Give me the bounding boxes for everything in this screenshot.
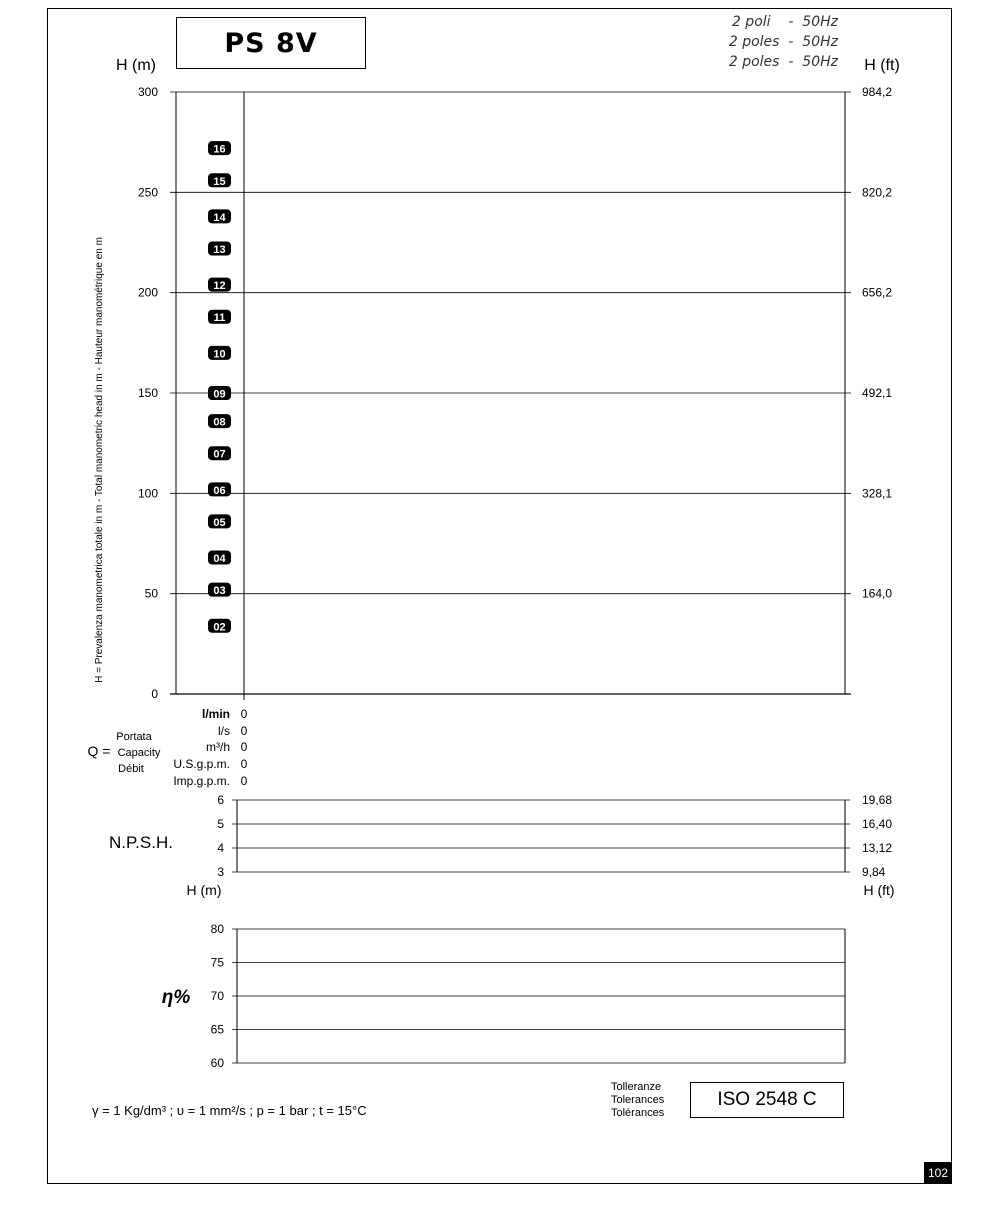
eff-y-tick: 75 [210,955,224,970]
capacity-value: 0 [240,740,248,754]
y-tick-label: 200 [137,285,158,300]
npsh-left-axis-title: H (m) [186,882,222,898]
right-tick-label: 656,2 [862,285,893,300]
right-tick-label: 164,0 [862,586,893,601]
stage-label: 15 [213,175,226,188]
efficiency-title: η% [161,987,191,1008]
stage-label: 03 [213,585,226,598]
capacity-value: 0 [240,774,248,788]
eff-y-tick: 60 [210,1056,224,1070]
y-tick-label: 100 [137,486,158,501]
capacity-group-label: Q = [87,743,111,759]
unit-label: Imp.g.p.m. [173,774,230,788]
npsh-right-tick: 16,40 [862,817,893,831]
npsh-y-tick: 5 [217,817,224,831]
stage-label: 04 [213,553,226,566]
capacity-value: 0 [240,724,248,738]
right-tick-label: 328,1 [862,486,893,501]
npsh-title: N.P.S.H. [109,833,173,852]
stage-label: 05 [213,516,226,529]
npsh-right-axis-title: H (ft) [863,882,895,898]
right-tick-label: 820,2 [862,185,893,200]
npsh-y-tick: 6 [217,793,224,807]
stage-label: 07 [213,448,226,461]
npsh-y-tick: 4 [217,841,224,855]
tolerance-label: Tolerances [611,1094,665,1106]
unit-label: U.S.g.p.m. [173,757,230,771]
eff-y-tick: 80 [210,922,224,936]
y-axis-label: H = Prevalenza manometrica totale in m - Total manometric head in m - Hauteur manométrique en m [94,237,105,683]
stage-label: 14 [213,211,226,224]
unit-label: l/s [218,724,230,738]
eff-y-tick: 70 [210,989,224,1003]
unit-label: m³/h [206,740,230,754]
capacity-value: 0 [240,707,248,721]
npsh-y-tick: 3 [217,865,224,879]
unit-label: l/min [201,707,230,721]
iso-standard-box: ISO 2548 C [690,1082,844,1118]
stage-label: 10 [213,348,226,361]
stage-label: 02 [213,621,226,634]
y-tick-label: 0 [151,687,158,701]
tolerance-label: Tolérances [611,1107,665,1119]
stage-label: 06 [213,484,226,497]
y-tick-label: 250 [137,185,158,200]
capacity-group-label: Portata [116,731,152,743]
npsh-right-tick: 19,68 [862,793,893,807]
npsh-right-tick: 13,12 [862,841,893,855]
stage-label: 13 [213,244,226,257]
y-tick-label: 50 [144,586,158,601]
y-tick-label: 300 [137,85,158,99]
stage-label: 16 [213,143,226,156]
y-tick-label: 150 [137,386,158,400]
npsh-right-tick: 9,84 [862,865,886,879]
stage-label: 08 [213,416,226,429]
right-tick-label: 984,2 [862,85,893,99]
fluid-conditions: γ = 1 Kg/dm³ ; υ = 1 mm²/s ; p = 1 bar ; t = 15°C [92,1103,367,1118]
frequency-line: 2 poles - 50Hz [728,34,838,50]
capacity-group-label: Capacity [117,747,161,759]
left-axis-title: H (m) [116,57,156,74]
frequency-line: 2 poles - 50Hz [728,54,838,70]
right-tick-label: 492,1 [862,386,893,400]
model-title: PS 8V [176,17,366,69]
eff-y-tick: 65 [210,1022,224,1037]
frequency-line: 2 poli - 50Hz [731,14,838,30]
right-axis-title: H (ft) [864,57,900,74]
stage-label: 12 [213,280,226,293]
capacity-group-label: Débit [118,763,144,775]
page-number: 102 [924,1162,952,1184]
stage-label: 11 [213,312,226,325]
tolerance-label: Tolleranze [611,1081,662,1093]
stage-label: 09 [213,388,226,401]
capacity-value: 0 [240,757,248,771]
